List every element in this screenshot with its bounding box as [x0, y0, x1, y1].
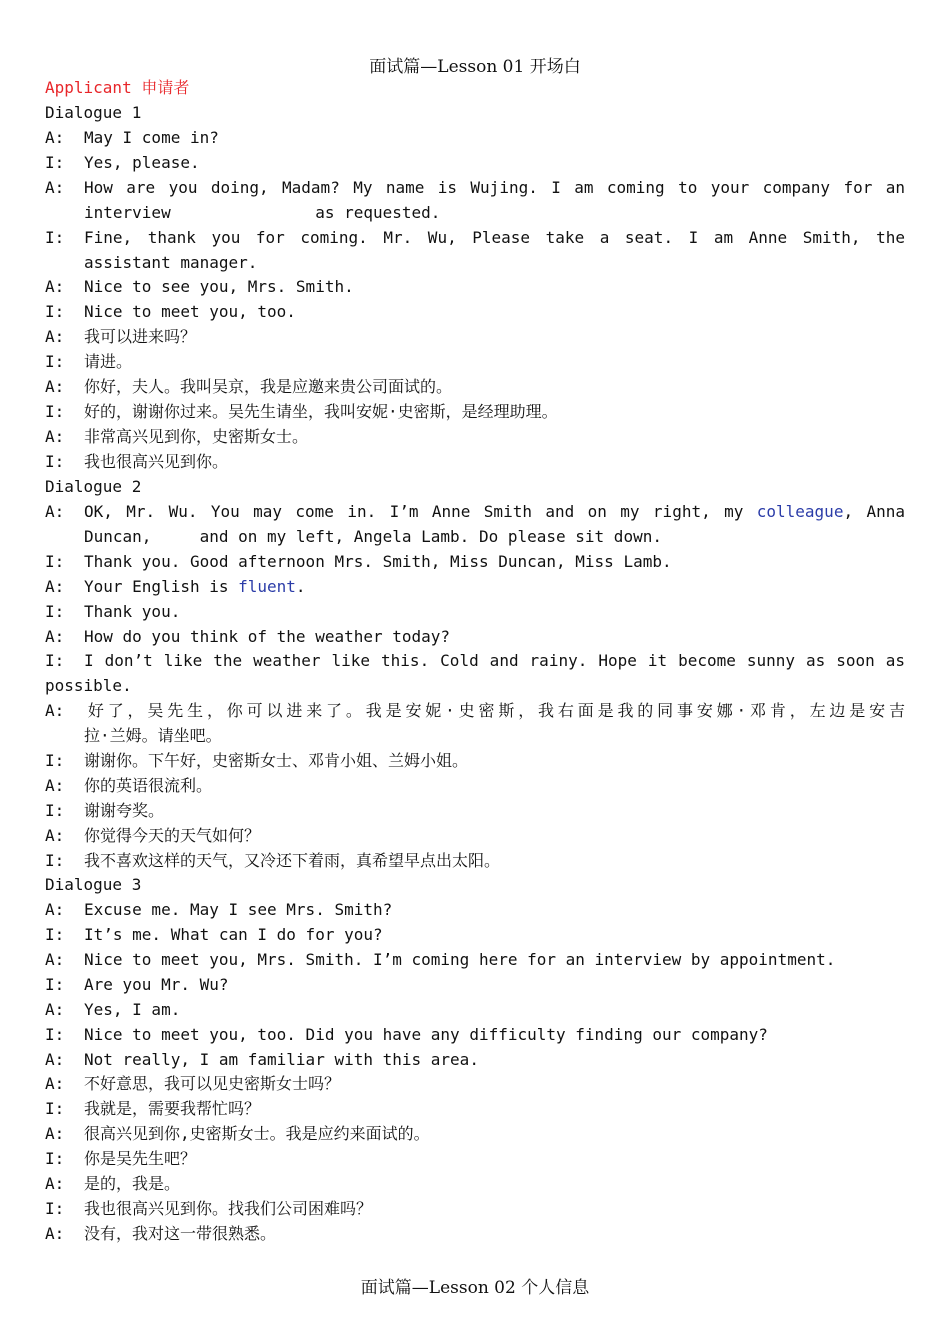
dialogue-line: I: Are you Mr. Wu? — [45, 975, 229, 994]
dialogue-line: A: Yes, I am. — [45, 1000, 181, 1019]
dialogue-line: I: 我也很高兴见到你。找我们公司困难吗？ — [45, 1199, 373, 1218]
dialogue-line: A: 我可以进来吗？ — [45, 327, 197, 346]
dialogue-line: A: 你的英语很流利。 — [45, 776, 213, 795]
dialogue-line-continuation: 拉·兰姆。请坐吧。 — [84, 726, 222, 745]
dialogue-line: A: 是的，我是。 — [45, 1174, 181, 1193]
dialogue-line: I: 谢谢你。下午好，史密斯女士、邓肯小姐、兰姆小姐。 — [45, 751, 469, 770]
dialogue-line: A: How are you doing, Madam? My name is Wujing. I am coming to your company for an — [45, 178, 905, 197]
dialogue-line: A: Excuse me. May I see Mrs. Smith? — [45, 900, 393, 919]
dialogue-line: I: Nice to meet you, too. — [45, 302, 296, 321]
dialogue-line: A: May I come in? — [45, 128, 219, 147]
dialogue-line: I: 谢谢夸奖。 — [45, 801, 165, 820]
dialogue-line: I: 我也很高兴见到你。 — [45, 452, 229, 471]
lesson-02-title: 面试篇—Lesson 02 个人信息 — [360, 1278, 590, 1298]
dialogue-line: A: Nice to see you, Mrs. Smith. — [45, 277, 354, 296]
dialogue-2-heading: Dialogue 2 — [45, 477, 142, 496]
dialogue-line: I: Yes, please. — [45, 153, 200, 172]
dialogue-line: I: It’s me. What can I do for you? — [45, 925, 383, 944]
dialogue-line: A: How do you think of the weather today? — [45, 627, 451, 646]
dialogue-1-heading: Dialogue 1 — [45, 103, 142, 122]
dialogue-line: A: 非常高兴见到你，史密斯女士。 — [45, 427, 309, 446]
vocab-link-fluent[interactable]: fluent — [238, 577, 296, 596]
dialogue-line-continuation: interview as requested. — [84, 203, 441, 222]
dialogue-line: A: 好了，吴先生，你可以进来了。我是安妮·史密斯，我右面是我的同事安娜·邓肯，左边是安吉 — [45, 701, 905, 720]
dialogue-line-continuation: Duncan, and on my left, Angela Lamb. Do please sit down. — [84, 527, 662, 546]
dialogue-line: A: 你好，夫人。我叫吴京，我是应邀来贵公司面试的。 — [45, 377, 453, 396]
dialogue-line: A: Nice to meet you, Mrs. Smith. I’m coming here for an interview by appointment. — [45, 950, 836, 969]
dialogue-line: I: Thank you. Good afternoon Mrs. Smith, Miss Duncan, Miss Lamb. — [45, 552, 672, 571]
dialogue-line: I: Thank you. — [45, 602, 181, 621]
dialogue-line: A: Not really, I am familiar with this area. — [45, 1050, 479, 1069]
dialogue-line: I: Fine, thank you for coming. Mr. Wu, Please take a seat. I am Anne Smith, the — [45, 228, 905, 247]
dialogue-line-continuation: possible. — [45, 676, 132, 695]
dialogue-line: A: 很高兴见到你,史密斯女士。我是应约来面试的。 — [45, 1124, 430, 1143]
dialogue-line: I: 我不喜欢这样的天气，又冷还下着雨，真希望早点出太阳。 — [45, 851, 501, 870]
dialogue-line: I: Nice to meet you, too. Did you have any difficulty finding our company? — [45, 1025, 768, 1044]
dialogue-line: A: 不好意思，我可以见史密斯女士吗？ — [45, 1074, 341, 1093]
dialogue-line: I: 请进。 — [45, 352, 133, 371]
dialogue-3-heading: Dialogue 3 — [45, 875, 142, 894]
dialogue-line: I: 我就是，需要我帮忙吗？ — [45, 1099, 261, 1118]
dialogue-line: I: 好的，谢谢你过来。吴先生请坐，我叫安妮·史密斯，是经理助理。 — [45, 402, 558, 421]
dialogue-line: A: 没有，我对这一带很熟悉。 — [45, 1224, 277, 1243]
dialogue-line: I: 你是吴先生吧？ — [45, 1149, 197, 1168]
section-label: Applicant 申请者 — [45, 78, 190, 97]
lesson-01-title: 面试篇—Lesson 01 开场白 — [369, 57, 581, 77]
dialogue-line: I: I don’t like the weather like this. Cold and rainy. Hope it become sunny as soon as — [45, 651, 905, 670]
dialogue-line-continuation: assistant manager. — [84, 253, 258, 272]
dialogue-line: A: OK, Mr. Wu. You may come in. I’m Anne Smith and on my right, my colleague, Anna — [45, 502, 905, 521]
dialogue-line: A: 你觉得今天的天气如何？ — [45, 826, 261, 845]
dialogue-line: A: Your English is fluent. — [45, 577, 306, 596]
vocab-link-colleague[interactable]: colleague — [756, 502, 844, 521]
